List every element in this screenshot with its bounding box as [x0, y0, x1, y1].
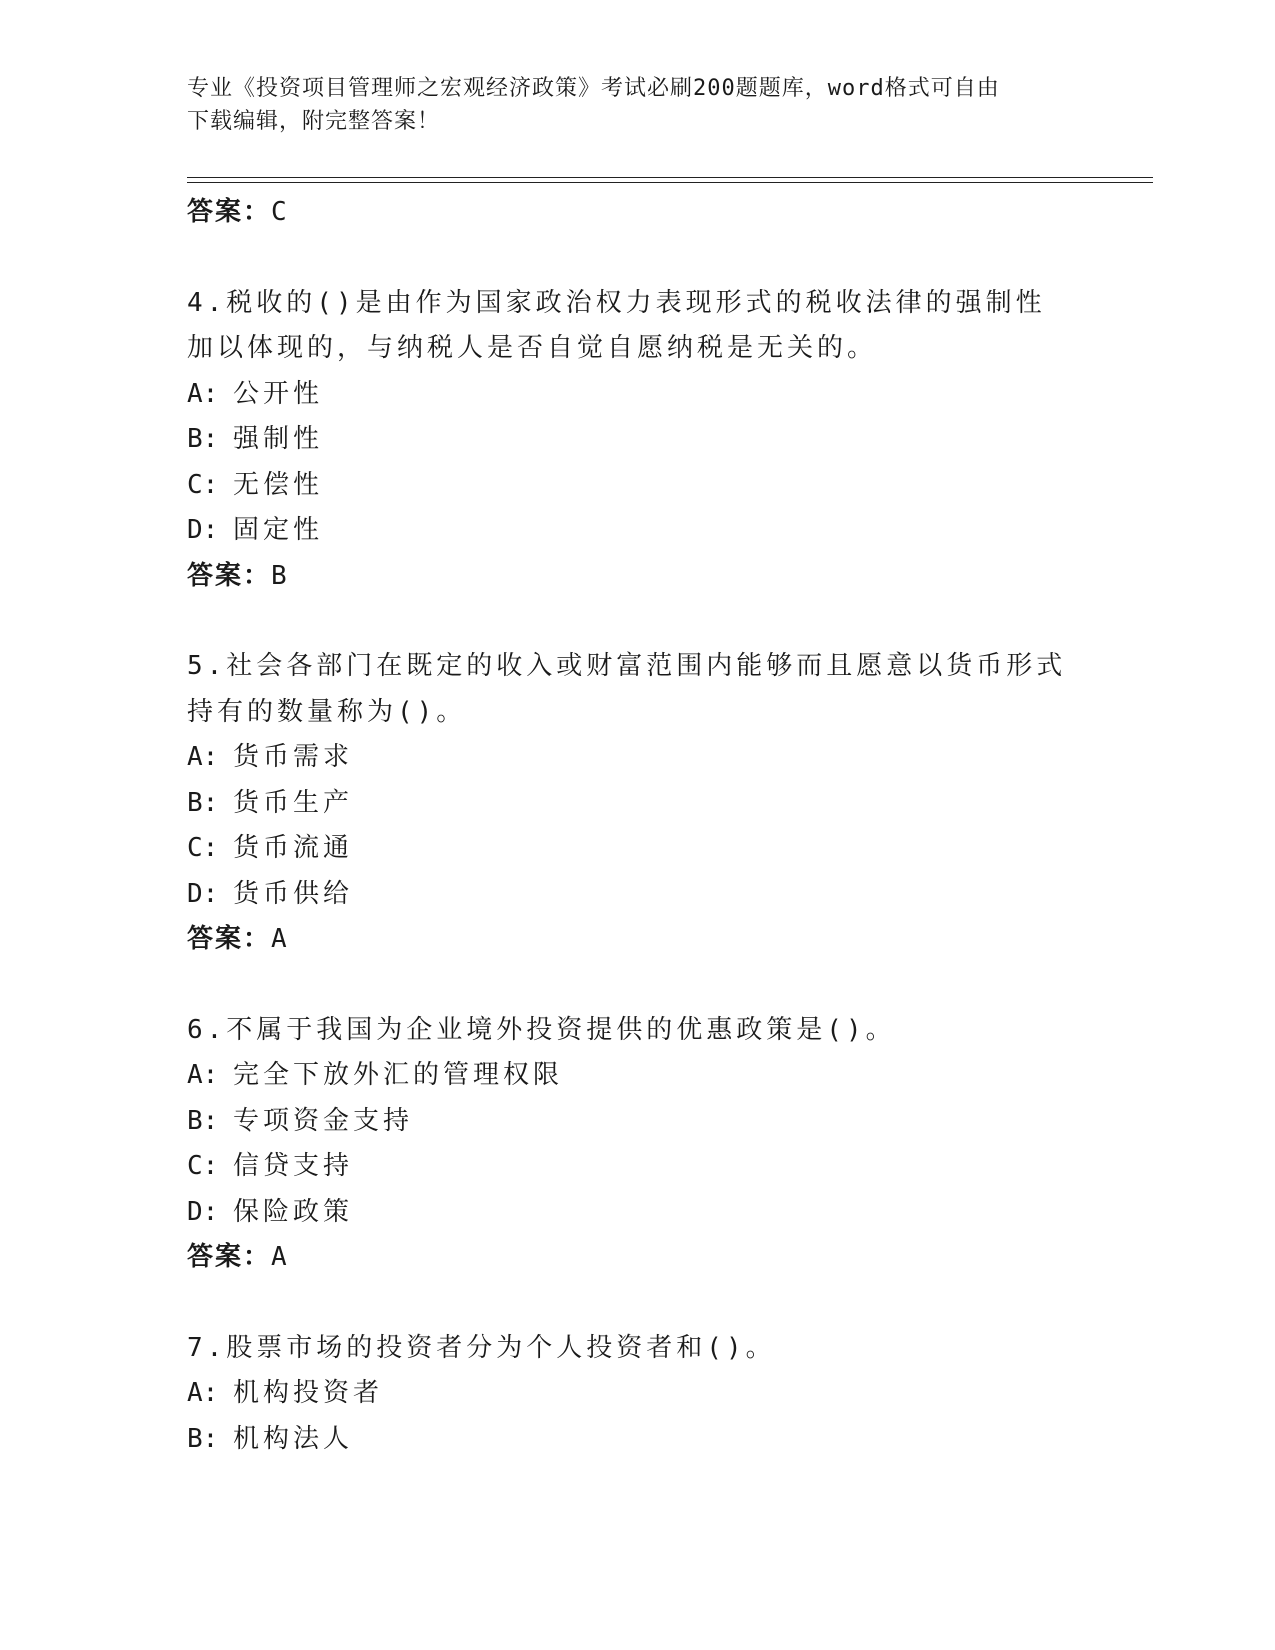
option-key: A: [187, 1378, 219, 1408]
answer-value: A [271, 924, 291, 954]
answer-label: 答案： [187, 560, 272, 591]
option-key: B: [187, 1105, 219, 1136]
option-text: 强制性 [233, 424, 324, 454]
option-text: 机构投资者 [233, 1378, 384, 1408]
option-text: 货币流通 [233, 833, 354, 863]
option-key: C: [187, 1151, 219, 1181]
question-answer [187, 917, 1087, 963]
option-c [187, 463, 1087, 509]
option-text: 信贷支持 [233, 1151, 354, 1181]
option-text: 公开性 [233, 378, 324, 409]
header-rule-top [187, 177, 1153, 178]
question-stem: 5.社会各部门在既定的收入或财富范围内能够而且愿意以货币形式持有的数量称为()。 [187, 651, 1067, 727]
option-text: 无偿性 [233, 469, 324, 500]
option-d [187, 872, 1087, 918]
answer-value: C [271, 197, 291, 227]
option-a [187, 1053, 1087, 1099]
option-key: B: [187, 787, 219, 818]
option-d [187, 1190, 1087, 1236]
option-a [187, 372, 1087, 418]
answer-label: 答案： [187, 197, 272, 227]
option-key: D: [187, 878, 219, 909]
option-key: B: [187, 424, 219, 454]
question-stem: 4.税收的()是由作为国家政治权力表现形式的税收法律的强制性加以体现的，与纳税人是否自觉自愿纳税是无关的。 [187, 287, 1046, 363]
answer-value: B [271, 560, 291, 591]
option-text: 专项资金支持 [233, 1105, 414, 1136]
option-c [187, 1144, 1087, 1190]
option-c [187, 826, 1087, 872]
header-title-line-2: 下载编辑，附完整答案！ [187, 109, 441, 134]
option-text: 完全下放外汇的管理权限 [233, 1060, 564, 1090]
answer-value: A [271, 1242, 291, 1272]
option-a [187, 735, 1087, 781]
question-list [187, 190, 1087, 1462]
option-key: C: [187, 469, 219, 500]
question-stem: 7.股票市场的投资者分为个人投资者和()。 [187, 1332, 776, 1363]
option-key: D: [187, 515, 219, 545]
question-block [187, 1008, 1087, 1281]
answer-label: 答案： [187, 924, 272, 954]
option-key: A: [187, 378, 219, 409]
option-key: A: [187, 1060, 219, 1090]
question-stem: 6.不属于我国为企业境外投资提供的优惠政策是()。 [187, 1014, 896, 1045]
option-key: D: [187, 1196, 219, 1227]
option-d [187, 508, 1087, 554]
header-rule-bottom [187, 182, 1153, 183]
option-b [187, 417, 1087, 463]
option-b [187, 1417, 1087, 1463]
option-text: 机构法人 [233, 1423, 354, 1454]
option-text: 货币需求 [233, 742, 354, 772]
document-header [187, 72, 1087, 138]
option-text: 保险政策 [233, 1196, 354, 1227]
option-text: 货币供给 [233, 878, 354, 909]
option-b [187, 1099, 1087, 1145]
header-title-line-1: 专业《投资项目管理师之宏观经济政策》考试必刷200题题库，word格式可自由 [187, 76, 1000, 101]
option-a [187, 1371, 1087, 1417]
previous-answer [187, 190, 1087, 236]
question-block [187, 1326, 1087, 1463]
question-answer [187, 554, 1087, 600]
question-block [187, 644, 1087, 963]
option-key: A: [187, 742, 219, 772]
question-block [187, 281, 1087, 600]
option-text: 货币生产 [233, 787, 354, 818]
option-key: B: [187, 1423, 219, 1454]
question-answer [187, 1235, 1087, 1281]
option-b [187, 781, 1087, 827]
option-key: C: [187, 833, 219, 863]
option-text: 固定性 [233, 515, 324, 545]
answer-label: 答案： [187, 1242, 272, 1272]
